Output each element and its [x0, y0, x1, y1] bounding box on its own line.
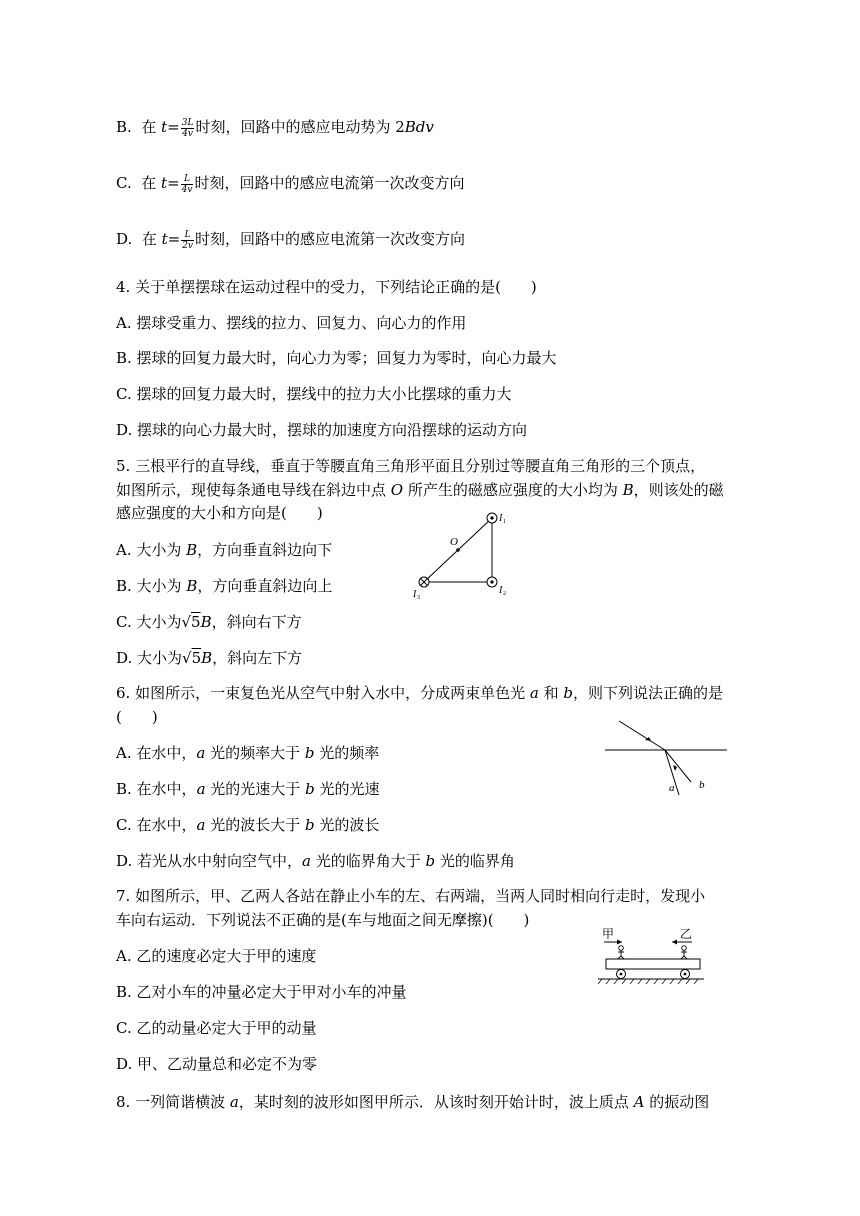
q6-stem-line1: 6. 如图所示，一束复色光从空气中射入水中，分成两束单色光 a 和 b，则下列说法正确的是	[116, 684, 723, 702]
q7-option-a: A. 乙的速度必定大于甲的速度	[116, 947, 317, 965]
q6-option-c: C. 在水中，a 光的波长大于 b 光的波长	[116, 816, 380, 834]
jia-arrowhead-icon	[617, 940, 622, 945]
fraction: $\frac{L}{2v}$	[182, 229, 194, 251]
fraction: $\frac{3L}{4v}$	[181, 117, 194, 139]
fraction: $\frac{L}{4v}$	[181, 173, 193, 195]
q6-option-d: D. 若光从水中射向空气中，a 光的临界角大于 b 光的临界角	[116, 852, 515, 870]
q7-option-c: C. 乙的动量必定大于甲的动量	[116, 1019, 317, 1037]
person-jia-icon	[619, 946, 624, 951]
q4-option-c: C. 摆球的回复力最大时，摆线中的拉力大小比摆球的重力大	[116, 385, 512, 403]
q8-stem-line1: 8. 一列简谐横波 a，某时刻的波形如图甲所示．从该时刻开始计时，波上质点 A 的振动图	[116, 1093, 710, 1111]
q5-stem-line2: 如图所示，现使每条通电导线在斜边中点 O 所产生的磁感应强度的大小均为 B，则该处的磁	[116, 481, 724, 499]
cart-figure	[596, 924, 706, 986]
ray-b-arrow-icon	[673, 765, 677, 771]
sqrt-symbol: √	[181, 613, 192, 631]
label-i3: I	[413, 589, 417, 600]
label-b: b	[699, 779, 705, 791]
q6-option-b: B. 在水中，a 光的光速大于 b 光的光速	[116, 780, 380, 798]
q5-option-b: B. 大小为 B，方向垂直斜边向上	[116, 577, 333, 595]
q7-option-d: D. 甲、乙动量总和必定不为零	[116, 1055, 318, 1073]
q4-stem: 4. 关于单摆摆球在运动过程中的受力，下列结论正确的是( )	[116, 278, 537, 296]
label-a: a	[669, 782, 675, 794]
label-yi: 乙	[680, 927, 693, 941]
q7-option-b: B. 乙对小车的冲量必定大于甲对小车的冲量	[116, 983, 407, 1001]
label-o: O	[450, 536, 458, 548]
label-jia: 甲	[602, 927, 615, 941]
q5-option-c: C. 大小为√5B，斜向右下方	[116, 613, 302, 631]
q3-option-b: B. 在 t= $\frac{3L}{4v}$ 时刻，回路中的感应电动势为 2Bdv	[116, 117, 434, 139]
q3-option-d: D. 在 t= $\frac{L}{2v}$ 时刻，回路中的感应电流第一次改变方向	[116, 229, 466, 251]
q6-option-a: A. 在水中，a 光的频率大于 b 光的频率	[116, 744, 380, 762]
q4-option-b: B. 摆球的回复力最大时，向心力为零；回复力为零时，向心力最大	[116, 349, 557, 367]
q5-option-a: A. 大小为 B，方向垂直斜边向下	[116, 541, 333, 559]
q4-option-a: A. 摆球受重力、摆线的拉力、回复力、向心力的作用	[116, 314, 467, 332]
label-i2: I	[499, 585, 503, 596]
refracted-ray-b	[665, 750, 691, 782]
q7-stem-line2: 车向右运动．下列说法不正确的是(车与地面之间无摩擦)( )	[116, 911, 530, 929]
q3-option-c: C. 在 t= $\frac{L}{4v}$ 时刻，回路中的感应电流第一次改变方向	[116, 173, 465, 195]
refraction-figure	[605, 715, 730, 800]
person-yi-icon	[682, 946, 687, 951]
label-i1: I	[499, 513, 503, 524]
q6-stem-line2: ( )	[116, 708, 158, 726]
triangle-wires-figure	[410, 505, 520, 600]
q4-option-d: D. 摆球的向心力最大时，摆球的加速度方向沿摆球的运动方向	[116, 421, 528, 439]
incident-ray	[619, 721, 665, 750]
label-i3-sub: 3	[417, 595, 420, 600]
cart-body	[606, 959, 700, 969]
yi-arrowhead-icon	[672, 940, 677, 945]
q5-stem-line3: 感应强度的大小和方向是( )	[116, 504, 323, 522]
q5-option-d: D. 大小为√5B，斜向左下方	[116, 649, 303, 667]
ground-hatch	[598, 979, 698, 984]
label-i1-sub: 1	[503, 519, 506, 525]
sqrt-symbol: √	[182, 649, 192, 667]
label-i2-sub: 2	[503, 591, 506, 597]
q7-stem-line1: 7. 如图所示，甲、乙两人各站在静止小车的左、右两端，当两人同时相向行走时，发现小	[116, 887, 706, 905]
q5-stem-line1: 5. 三根平行的直导线，垂直于等腰直角三角形平面且分别过等腰直角三角形的三个顶点，	[116, 457, 706, 475]
midpoint-o-dot	[456, 548, 460, 552]
